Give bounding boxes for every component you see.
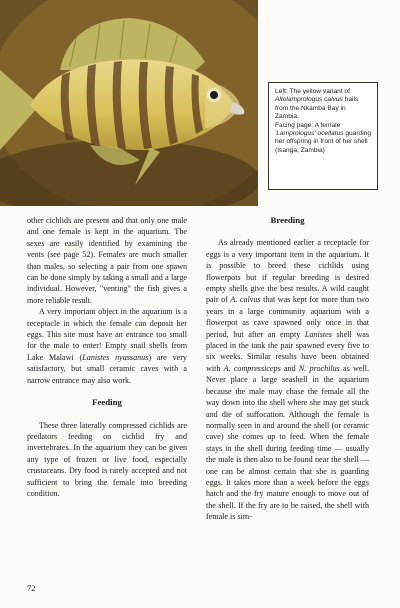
text-run: As already mentioned earlier a receptacle for eggs is a very important item in the aquarium. It is possible to breed these cichlids using flowerpots but if regular breeding is desired empty shells give the best results. A wild caught pair of <box>206 238 369 305</box>
page-number: 72 <box>27 583 36 593</box>
caption-line: Facing page: A female <box>275 121 341 129</box>
text-run: and <box>280 363 299 373</box>
species-name: N. prochilus <box>298 363 340 373</box>
fish-photo <box>0 0 258 206</box>
caption-line: Left: The yellow variant of <box>275 88 351 95</box>
fish-illustration <box>0 0 258 206</box>
species-name: A. compressiceps <box>223 363 281 373</box>
caption-species: 'Lamprologus' ocellatus <box>275 130 344 138</box>
caption-line: guarding her offspring in front of her shell (Isanga, Zambia) <box>275 130 372 154</box>
section-heading-breeding: Breeding <box>270 215 305 225</box>
species-name: A. calvus <box>230 295 261 305</box>
paragraph <box>27 306 187 386</box>
text-run: ) are very satisfactory, but small ceramic caves with a narrow entrance may also work. <box>27 352 187 385</box>
photo-caption <box>268 82 378 190</box>
text-run: A very important object in the aquarium is a receptacle in which the female can deposit her eggs. This site must have an entrance too small for the male to enter! Empty snail shells from Lake Malawi ( <box>27 307 187 362</box>
section-heading-feeding: Feeding <box>92 397 122 408</box>
species-name: Lanistes <box>304 329 332 339</box>
species-name: Lanistes nyassanus <box>82 352 149 362</box>
caption-line: hails from the Nkamba Bay in Zambia. <box>275 96 359 121</box>
paragraph: other cichlids are present and that only one male and one female is kept in the aquarium. The sexes are easily identified by examining the vents (see page 52). Females are much smaller than males, so selecting a pair from one spawn can be done simply by taking a small and a large individual. However, "venting" the fish gives a more reliable result. <box>27 216 187 305</box>
text-run: as well. Never place a large seashell in the aquarium because the male may chase the female all the way down into the shell where she may get stuck and die of suffocation. Although the female is normally seen in and around the shell (or ceramic cave) she comes up to feed. When the female stays in the shell during feeding time — usually the male is then also to be found near the shell — one can be almost certain that she is guarding eggs. It takes more than a week before the eggs hatch and the fry mature enough to move out of the shell. If the fry are to be raised, the shell with female is sim- <box>206 363 369 522</box>
left-column <box>27 215 187 499</box>
paragraph: These three laterally compressed cichlids are predators feeding on cichlid fry and invertebrates. In the aquarium they can be given any type of frozen or live food, especially crustaceans. Dry food is rarely accepted and not sufficient to bring the female into breeding condition. <box>27 420 187 498</box>
caption-species: Altolamprologus calvus <box>275 96 343 104</box>
text-run: that was kept for more than two years in a large community aquarium with a flowerpot as cave spawned only once in that period, but after an empty <box>206 295 370 339</box>
paragraph <box>206 237 369 522</box>
text-run: shell was placed in the tank the pair spawned every five to six weeks. Similar results have been obtained with <box>206 329 370 373</box>
right-column <box>206 215 369 523</box>
